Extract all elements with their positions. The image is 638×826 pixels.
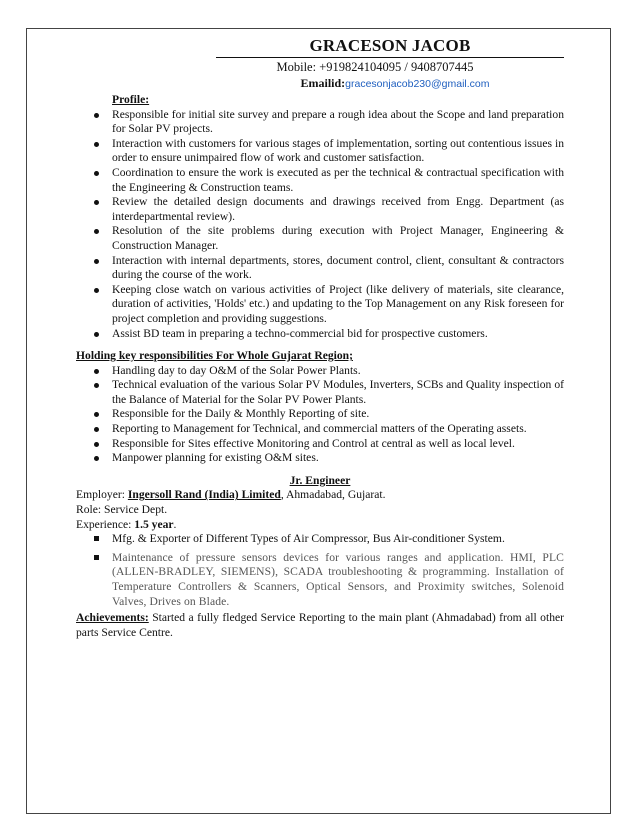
gujarat-list bbox=[76, 364, 564, 466]
mobile-number: Mobile: +919824104095 / 9408707445 bbox=[276, 60, 474, 74]
list-item: Keeping close watch on various activities of Project (like delivery of materials, site clearance, duration of activities, 'Holds' etc.) and updating to the Top Management on any Risk foreseen for project completion and providing suggestions. bbox=[76, 283, 564, 327]
role-line: Role: Service Dept. bbox=[76, 503, 168, 517]
list-item: Maintenance of pressure sensors devices for various ranges and application. HMI, PLC (ALLEN-BRADLEY, SIEMENS), SCADA troubleshooting & programming. Installation of Temperature Controllers & Scanners, Optical Sensors, and Proximity switches, Solenoid Valves, Drives on Blade. bbox=[76, 551, 564, 609]
email-link[interactable]: gracesonjacob230@gmail.com bbox=[345, 78, 490, 90]
gujarat-heading: Holding key responsibilities For Whole Gujarat Region; bbox=[76, 349, 353, 363]
list-item: Handling day to day O&M of the Solar Power Plants. bbox=[76, 364, 564, 379]
list-item: Coordination to ensure the work is executed as per the technical & contractual specification with the Engineering & Construction teams. bbox=[76, 166, 564, 195]
achievements-label: Achievements: bbox=[76, 611, 149, 625]
email-label: Emailid: bbox=[300, 76, 346, 90]
list-item: Mfg. & Exporter of Different Types of Air Compressor, Bus Air-conditioner System. bbox=[76, 532, 564, 547]
achievements-text: Started a fully fledged Service Reporting to the main plant (Ahmadabad) from all other parts Service Centre. bbox=[76, 611, 564, 639]
list-item: Responsible for initial site survey and prepare a rough idea about the Scope and land preparation for Solar PV projects. bbox=[76, 108, 564, 137]
experience-value: 1.5 year bbox=[134, 517, 174, 531]
list-item: Interaction with internal departments, stores, document control, client, consultant & contractors during the course of the work. bbox=[76, 254, 564, 283]
list-item: Responsible for the Daily & Monthly Reporting of site. bbox=[76, 407, 564, 422]
experience-end: . bbox=[173, 517, 177, 531]
resume-content bbox=[76, 36, 564, 640]
employer-name: Ingersoll Rand (India) Limited bbox=[127, 488, 281, 502]
experience-label: Experience: bbox=[76, 517, 132, 531]
list-item: Review the detailed design documents and drawings received from Engg. Department (as interdepartmental review). bbox=[76, 195, 564, 224]
employer-location: , Ahmadabad, Gujarat. bbox=[280, 488, 386, 502]
job-duties-list bbox=[76, 532, 564, 609]
list-item: Reporting to Management for Technical, and commercial matters of the Operating assets. bbox=[76, 422, 564, 437]
candidate-name: GRACESON JACOB bbox=[216, 36, 564, 58]
list-item: Responsible for Sites effective Monitoring and Control at central as well as local level. bbox=[76, 437, 564, 452]
employer-label: Employer: bbox=[76, 488, 125, 502]
job-title: Jr. Engineer bbox=[289, 473, 351, 487]
employer-line bbox=[76, 488, 564, 503]
list-item: Resolution of the site problems during execution with Project Manager, Engineering & Construction Manager. bbox=[76, 224, 564, 253]
email-line bbox=[226, 75, 564, 92]
list-item: Assist BD team in preparing a techno-commercial bid for prospective customers. bbox=[76, 327, 564, 342]
profile-list bbox=[76, 108, 564, 342]
profile-heading: Profile: bbox=[112, 93, 150, 106]
list-item: Interaction with customers for various stages of implementation, sorting out contentious issues in order to ensure unimpaired flow of work and customer satisfaction. bbox=[76, 137, 564, 166]
experience-line bbox=[76, 518, 564, 533]
list-item: Manpower planning for existing O&M sites. bbox=[76, 451, 564, 466]
achievements bbox=[76, 611, 564, 640]
list-item: Technical evaluation of the various Solar PV Modules, Inverters, SCBs and Quality inspection of the Balance of Material for the Solar PV Power Plants. bbox=[76, 378, 564, 407]
